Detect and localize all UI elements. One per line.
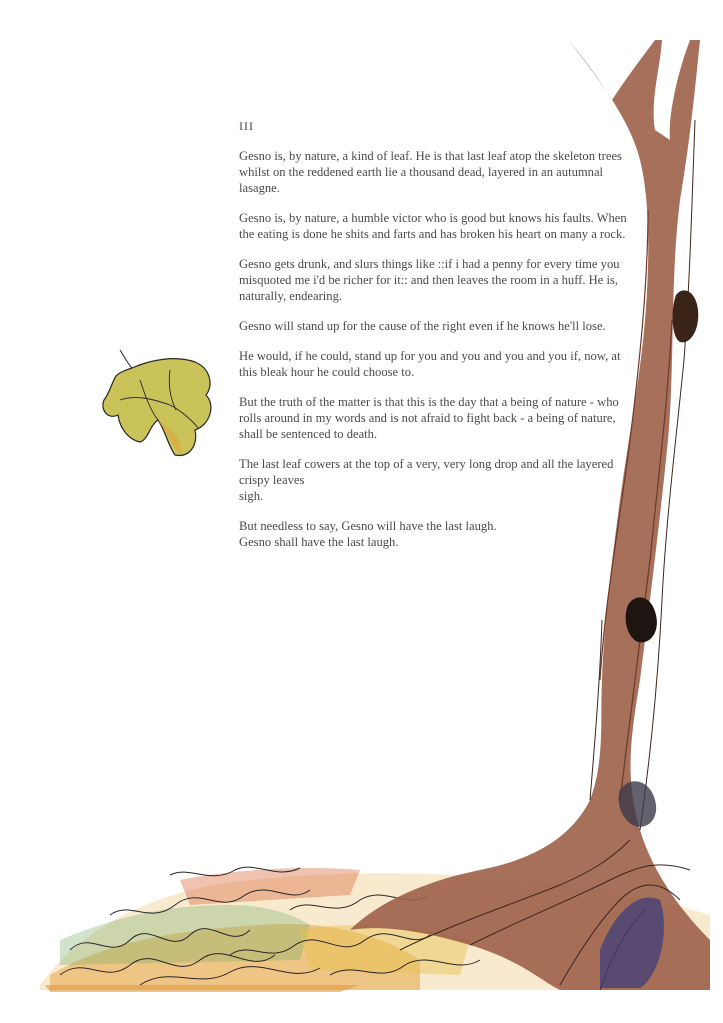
stanza: Gesno is, by nature, a kind of leaf. He is that last leaf atop the skeleton trees whilst on the reddened earth lie a thousand dead, layered in an autumnal lasagne. [239,149,622,195]
poem-line: The last leaf cowers at the top of a very, very long drop and all the layered [239,457,614,471]
poem-line: sigh. [239,489,264,503]
stanza: But the truth of the matter is that this is the day that a being of nature - who rolls around in my words and is not afraid to fight back - a being of nature, shall be sentenced to death. [239,395,619,441]
stanza-last-leaf [239,456,639,504]
section-heading: III [239,119,254,133]
stanza-closing [239,518,639,550]
stanza: He would, if he could, stand up for you and you and you and you if, now, at this bleak hour he could choose to. [239,349,621,379]
poem-line: crispy leaves [239,473,305,487]
stanza: Gesno is, by nature, a humble victor who is good but knows his faults. When the eating is done he shits and farts and has broken his heart on many a rock. [239,211,627,241]
falling-leaf-illustration [103,350,211,455]
poem-text [239,118,639,564]
tree-knot [673,290,699,342]
stanza: Gesno gets drunk, and slurs things like ::if i had a penny for every time you misquoted me i'd be richer for it:: and then leaves the room in a huff. He is, naturally, endearing. [239,257,620,303]
stanza: Gesno will stand up for the cause of the right even if he knows he'll lose. [239,319,606,333]
poem-line: Gesno shall have the last laugh. [239,535,399,549]
poem-line: But needless to say, Gesno will have the last laugh. [239,519,497,533]
